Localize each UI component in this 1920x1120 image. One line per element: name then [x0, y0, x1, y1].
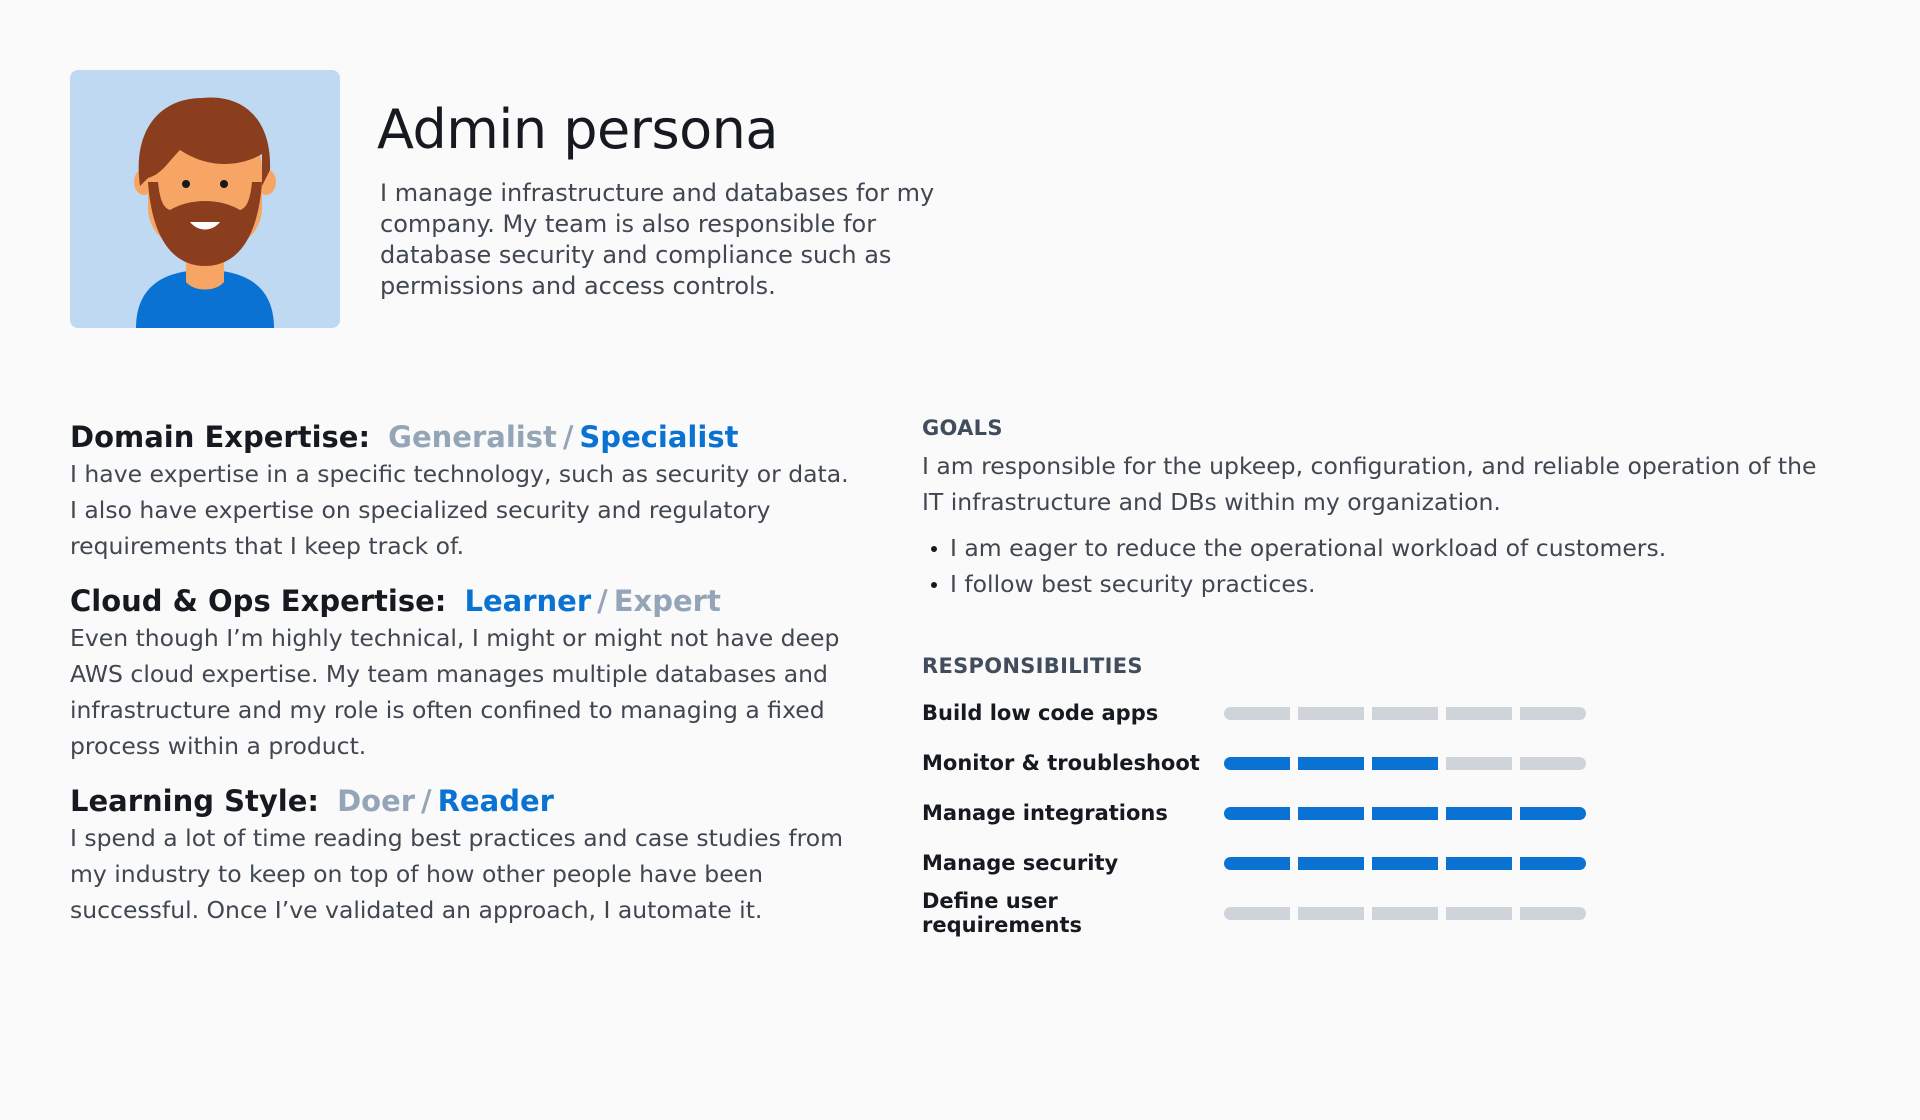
goals-responsibilities	[922, 416, 1822, 938]
responsibility-name: Manage integrations	[922, 801, 1168, 825]
level-segment	[1446, 707, 1512, 720]
level-meter	[1224, 907, 1586, 920]
responsibilities-list	[922, 688, 1822, 938]
list-item: I am eager to reduce the operational workload of customers.	[922, 530, 1822, 566]
responsibility-name: Monitor & troubleshoot	[922, 751, 1200, 775]
level-segment	[1298, 707, 1364, 720]
level-meter	[1224, 807, 1586, 820]
level-segment	[1446, 857, 1512, 870]
list-item: I follow best security practices.	[922, 566, 1822, 602]
separator: /	[421, 784, 432, 818]
level-segment	[1298, 907, 1364, 920]
level-segment	[1224, 707, 1290, 720]
responsibility-name: Manage security	[922, 851, 1119, 875]
level-segment	[1446, 757, 1512, 770]
level-segment	[1298, 807, 1364, 820]
level-segment	[1446, 907, 1512, 920]
level-segment	[1446, 807, 1512, 820]
goals-label: GOALS	[922, 416, 1003, 440]
section-body: Even though I’m highly technical, I might or might not have deep AWS cloud expertise. My team manages multiple databases and infrastructure and my role is often confined to managing a fixed process within a product.	[70, 624, 840, 760]
separator: /	[562, 420, 574, 454]
level-meter	[1224, 757, 1586, 770]
level-meter	[1224, 857, 1586, 870]
level-segment	[1520, 907, 1586, 920]
level-segment	[1224, 757, 1290, 770]
level-segment	[1224, 907, 1290, 920]
page-title: Admin persona	[377, 98, 778, 161]
responsibility-row	[922, 788, 1822, 838]
level-segment	[1372, 757, 1438, 770]
goals-text: I am responsible for the upkeep, configuration, and reliable operation of the IT infrastructure and DBs within my organization.	[922, 452, 1817, 516]
expertise-sections	[70, 416, 850, 944]
level-segment	[1520, 757, 1586, 770]
responsibility-row	[922, 688, 1822, 738]
level-segment	[1298, 757, 1364, 770]
responsibility-row	[922, 738, 1822, 788]
option-learner: Learner	[464, 584, 592, 618]
learning-style-section	[70, 780, 850, 928]
section-body: I spend a lot of time reading best practices and case studies from my industry to keep on top of how other people have been successful. Once I’ve validated an approach, I automate it.	[70, 824, 844, 924]
level-segment	[1372, 857, 1438, 870]
level-segment	[1520, 707, 1586, 720]
option-specialist: Specialist	[579, 420, 739, 454]
section-heading: Cloud & Ops Expertise:	[70, 584, 447, 618]
option-generalist: Generalist	[388, 420, 557, 454]
cloud-ops-expertise-section	[70, 580, 850, 764]
responsibilities-label: RESPONSIBILITIES	[922, 654, 1143, 678]
level-meter	[1224, 707, 1586, 720]
responsibility-row	[922, 838, 1822, 888]
level-segment	[1224, 857, 1290, 870]
responsibility-name: Build low code apps	[922, 701, 1159, 725]
level-segment	[1298, 857, 1364, 870]
bearded-man-icon	[70, 70, 340, 328]
separator: /	[597, 584, 608, 618]
level-segment	[1224, 807, 1290, 820]
level-segment	[1520, 807, 1586, 820]
section-body: I have expertise in a specific technology, such as security or data. I also have expertise on specialized security and regulatory requirements that I keep track of.	[70, 460, 849, 560]
level-segment	[1372, 907, 1438, 920]
level-segment	[1520, 857, 1586, 870]
goals-list	[922, 530, 1822, 602]
level-segment	[1372, 707, 1438, 720]
option-expert: Expert	[613, 584, 721, 618]
section-heading: Learning Style:	[70, 784, 319, 818]
responsibility-row	[922, 888, 1822, 938]
option-reader: Reader	[437, 784, 554, 818]
domain-expertise-section	[70, 416, 850, 564]
option-doer: Doer	[337, 784, 416, 818]
section-heading: Domain Expertise:	[70, 420, 371, 454]
responsibility-name: Define user requirements	[922, 889, 1082, 937]
level-segment	[1372, 807, 1438, 820]
persona-avatar	[70, 70, 340, 328]
persona-description: I manage infrastructure and databases for my company. My team is also responsible for database security and compliance such as permissions and access controls.	[380, 179, 935, 300]
